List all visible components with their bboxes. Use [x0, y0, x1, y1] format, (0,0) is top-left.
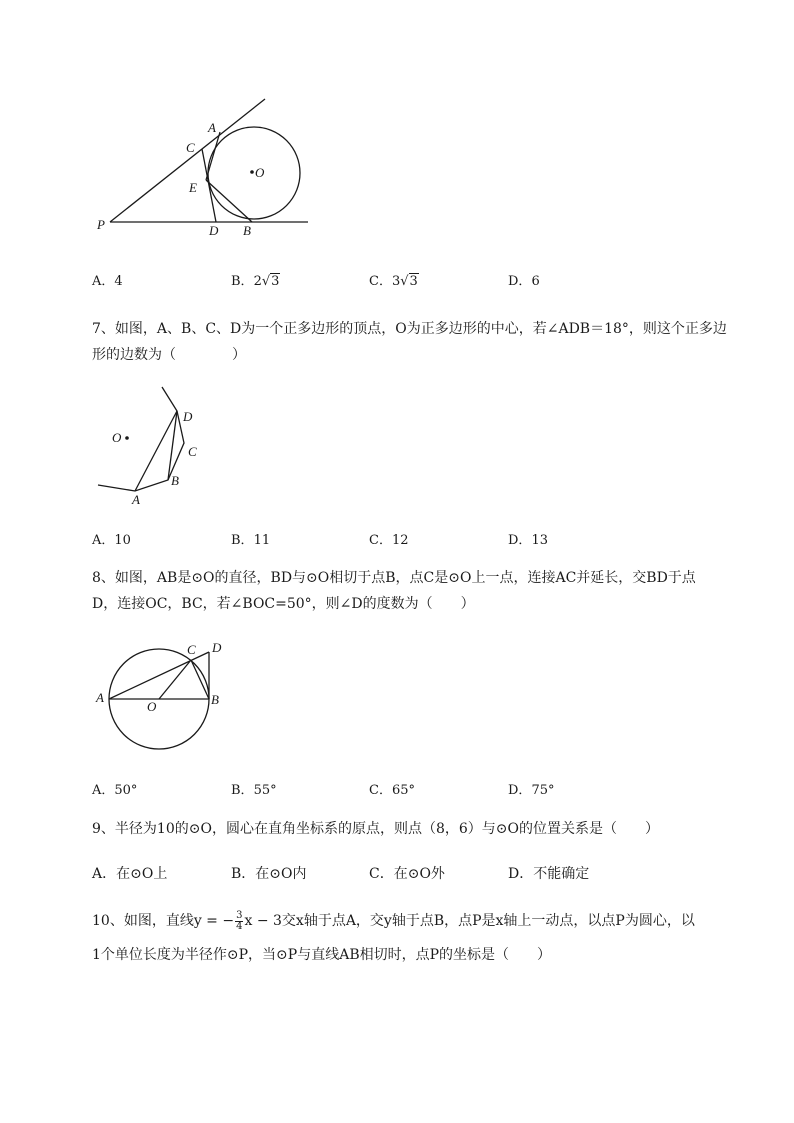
q7-option-b[interactable]: B．11: [231, 533, 271, 548]
q6-option-c[interactable]: C．3√3: [369, 274, 418, 289]
q9-stem: 9、半径为10的⊙O，圆心在直角坐标系的原点，则点（8，6）与⊙O的位置关系是（ ）: [92, 821, 659, 837]
q7-option-a[interactable]: A．10: [92, 533, 131, 548]
label-e: E: [189, 180, 197, 195]
label-o: O: [112, 430, 122, 445]
q8-option-a[interactable]: A．50°: [92, 783, 138, 798]
segment-eb: [206, 180, 252, 222]
label-o: O: [255, 165, 265, 180]
q10-stem-line1: 10、如图，直线y = − $\frac{3}{4}$ x − 3交x轴于点A，交y轴于点B，点P是x轴上一动点，以点P为圆心，以: [92, 909, 695, 932]
segment-cd: [202, 149, 216, 222]
fraction-three-quarters: $\frac{3}{4}$: [236, 909, 243, 932]
q6-option-a[interactable]: A．4: [92, 274, 123, 289]
segment-ae: [206, 132, 220, 180]
q7-stem-line1: 7、如图，A、B、C、D为一个正多边形的顶点，O为正多边形的中心，若∠ADB＝18°，则这个正多边: [92, 321, 727, 337]
label-c: C: [187, 642, 196, 657]
q8-option-c[interactable]: C．65°: [369, 783, 415, 798]
q8-option-d[interactable]: D．75°: [508, 783, 555, 798]
label-c: C: [188, 444, 197, 459]
circle-o: [208, 127, 300, 219]
q7-option-d[interactable]: D．13: [508, 533, 548, 548]
label-c: C: [186, 140, 195, 155]
q6-option-d[interactable]: D．6: [508, 274, 540, 289]
q9-option-c[interactable]: C．在⊙O外: [369, 866, 445, 882]
center-dot-o: [250, 170, 254, 174]
segment-bc: [191, 660, 209, 699]
label-o: O: [147, 699, 157, 714]
q7-option-c[interactable]: C．12: [369, 533, 409, 548]
radical-sign: √: [400, 274, 409, 289]
segment-oc: [159, 660, 191, 699]
segment-ad: [109, 652, 209, 699]
q9-option-a[interactable]: A．在⊙O上: [92, 866, 168, 882]
q9-option-d[interactable]: D．不能确定: [508, 866, 590, 882]
q10-stem-line2: 1个单位长度为半径作⊙P，当⊙P与直线AB相切时，点P的坐标是（ ）: [92, 947, 552, 963]
label-a: A: [132, 492, 140, 507]
q7-figure: [92, 385, 222, 510]
q9-option-b[interactable]: B．在⊙O内: [231, 866, 307, 882]
q8-figure: [92, 638, 232, 753]
radical-sign: √: [261, 274, 271, 289]
label-b: B: [171, 473, 179, 488]
label-b: B: [243, 223, 251, 238]
label-d: D: [183, 409, 193, 424]
q7-stem-line2: 形的边数为（ ）: [92, 347, 246, 363]
center-dot-o: [125, 436, 129, 440]
q6-figure: [90, 92, 320, 242]
label-d: D: [212, 640, 222, 655]
label-d: D: [209, 223, 219, 238]
tangent-line-pa: [110, 99, 265, 222]
label-b: B: [211, 692, 219, 707]
q6-option-b[interactable]: B．2√3: [231, 274, 280, 289]
label-a: A: [96, 690, 104, 705]
label-a: A: [208, 120, 216, 135]
q8-stem-line1: 8、如图，AB是⊙O的直径，BD与⊙O相切于点B，点C是⊙O上一点，连接AC并延长，交BD于点: [92, 570, 696, 586]
label-p: P: [97, 217, 105, 232]
q8-option-b[interactable]: B．55°: [231, 783, 277, 798]
q8-stem-line2: D，连接OC，BC，若∠BOC=50°，则∠D的度数为（ ）: [92, 596, 475, 612]
